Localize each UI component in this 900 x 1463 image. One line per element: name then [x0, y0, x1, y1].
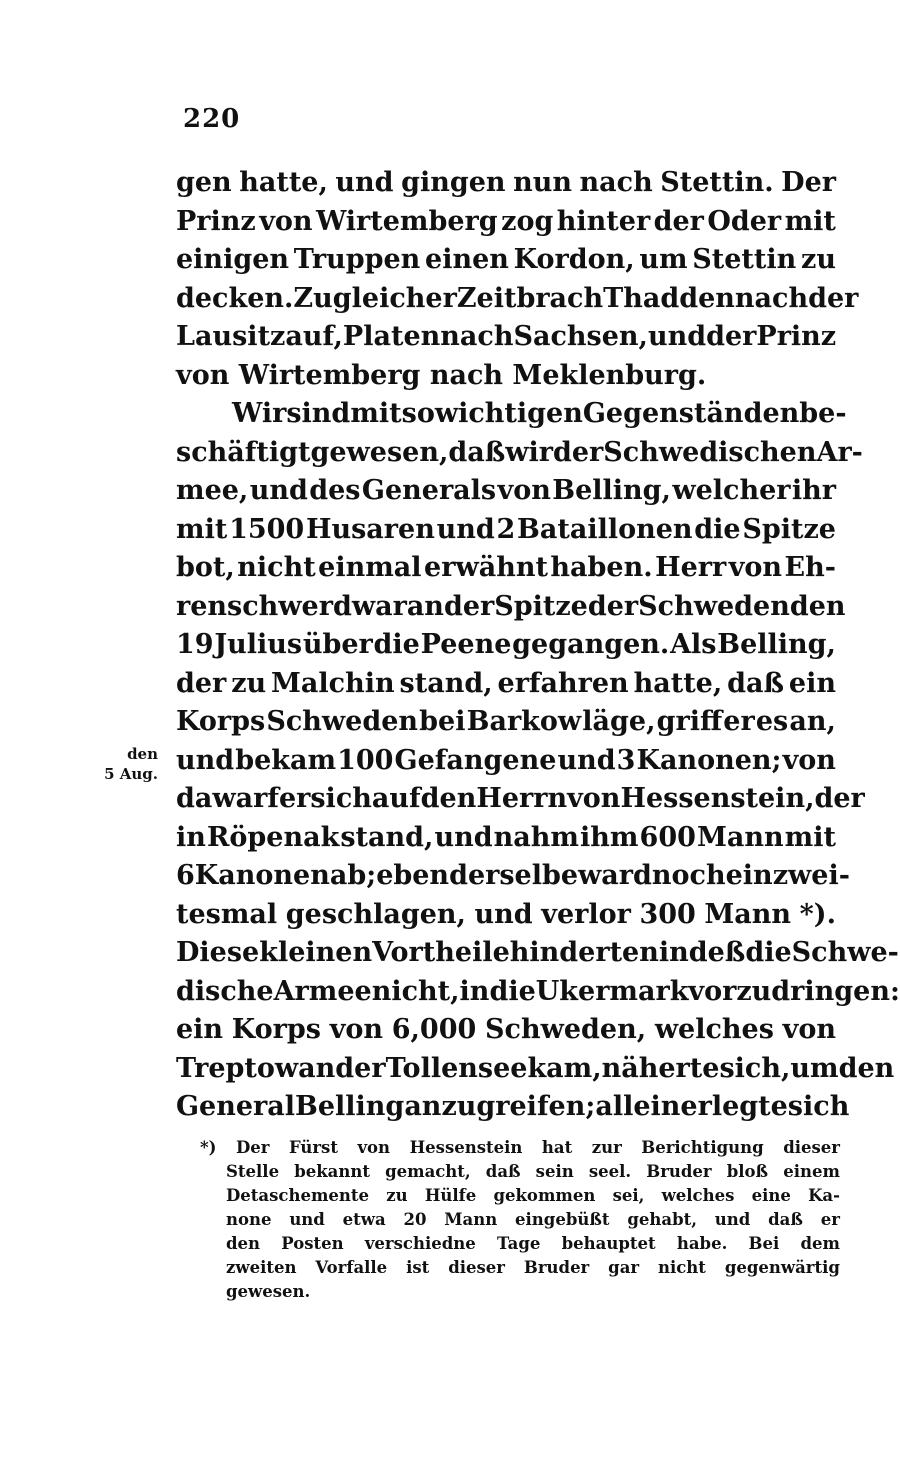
body-line: Diese kleinen Vortheile hinderten indeß die Schwe- — [176, 937, 899, 968]
footnote-line: gewesen. — [226, 1282, 311, 1301]
footnote-line: *) Der Fürst von Hessenstein hat zur Berichtigung dieser — [200, 1138, 840, 1157]
body-line: Lausitz auf, Platen nach Sachsen, und der Prinz — [176, 321, 837, 352]
body-line: einigen Truppen einen Kordon, um Stettin zu — [176, 244, 836, 275]
footnote — [200, 1136, 840, 1304]
footnote-line: Stelle bekannt gemacht, daß sein seel. Bruder bloß einem — [226, 1162, 840, 1181]
body-line: ein Korps von 6,000 Schweden, welches von — [176, 1014, 836, 1045]
footnote-line: Detaschemente zu Hülfe gekommen sei, welches eine Ka- — [226, 1186, 840, 1205]
body-line: 19 Julius über die Peene gegangen. Als Belling, — [176, 629, 836, 660]
body-line: in Röpenak stand, und nahm ihm 600 Mann mit — [176, 821, 836, 853]
body-line: General Belling anzugreifen; allein er legte sich — [176, 1091, 850, 1122]
page-number: 220 — [183, 104, 241, 134]
footnote-line: zweiten Vorfalle ist dieser Bruder gar nicht gegenwärtig — [226, 1258, 840, 1277]
body-line: 6 Kanonen ab; eben derselbe ward noch ein zwei- — [176, 860, 850, 891]
body-text — [176, 164, 900, 1127]
body-line: mit 1500 Husaren und 2 Bataillonen die Spitze — [176, 513, 836, 545]
body-line: mee, und des Generals von Belling, welcher ihr — [176, 475, 836, 506]
body-line: Wir sind mit so wichtigen Gegenständen be- — [232, 398, 847, 429]
body-line: von Wirtemberg nach Meklenburg. — [176, 359, 707, 391]
body-line: gen hatte, und gingen nun nach Stettin. Der — [176, 167, 836, 198]
body-line: da warf er sich auf den Herrn von Hessenstein, der — [176, 783, 865, 814]
body-line: dische Armee nicht, in die Ukermark vorzudringen: — [176, 975, 900, 1007]
body-line: tesmal geschlagen, und verlor 300 Mann *). — [176, 898, 836, 930]
body-line: decken. Zu gleicher Zeit brach Thadden nach der — [176, 282, 859, 314]
body-line: Korps Schweden bei Barkow läge, griff er es an, — [176, 706, 836, 737]
margin-note — [88, 744, 158, 784]
margin-note-line: den — [127, 745, 158, 763]
footnote-line: none und etwa 20 Mann eingebüßt gehabt, und daß er — [226, 1210, 840, 1229]
margin-note-line: 5 Aug. — [104, 765, 158, 783]
body-line: schäftigt gewesen, daß wir der Schwedischen Ar- — [176, 436, 863, 468]
body-line: Prinz von Wirtemberg zog hinter der Oder mit — [176, 205, 836, 237]
body-line: und bekam 100 Gefangene und 3 Kanonen; von — [176, 744, 836, 776]
body-line: der zu Malchin stand, erfahren hatte, daß ein — [176, 667, 836, 699]
footnote-line: den Posten verschiedne Tage behauptet habe. Bei dem — [226, 1234, 840, 1253]
body-line: Treptow an der Tollensee kam, näherte sich, um den — [176, 1052, 895, 1084]
body-line: bot, nicht einmal erwähnt haben. Herr von Eh- — [176, 552, 836, 583]
body-line: renschwerd war an der Spitze der Schweden den — [176, 590, 846, 622]
